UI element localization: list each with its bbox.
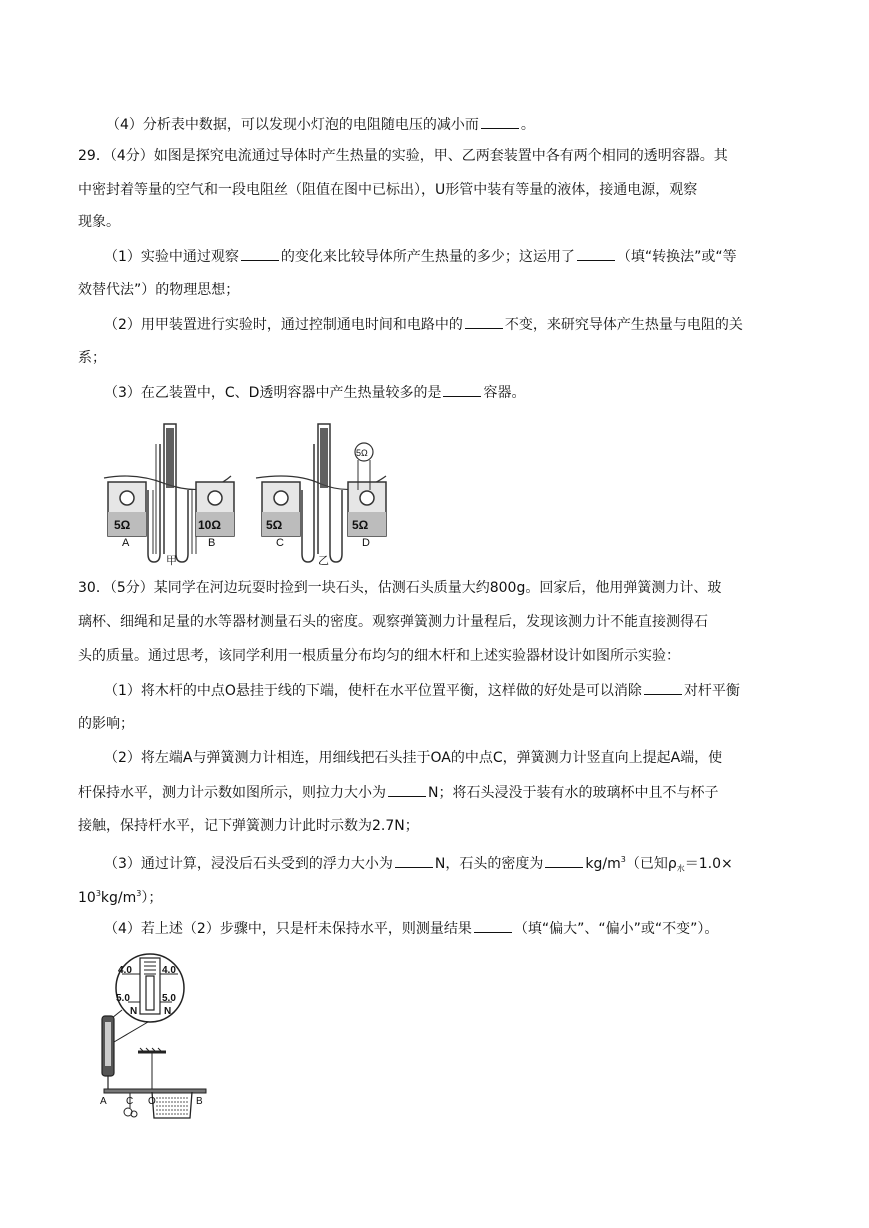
q30-part3-end: ）；: [141, 890, 163, 906]
q29-heading-2: 中密封着等量的空气和一段电阻丝（阻值在图中已标出），U形管中装有等量的液体，接通电源，观察: [78, 182, 698, 198]
point-o-label: O: [148, 1096, 156, 1107]
answer-blank[interactable]: [388, 782, 426, 797]
q30-part4-text-b: （填“偏大”、“偏小”或“不变”）。: [513, 921, 719, 937]
q29-part2-text-b: 不变，来研究导体产生热量与电阻的关: [504, 317, 743, 333]
q30-part4-text-a: （4）若上述（2）步骤中，只是杆未保持水平，则测量结果: [104, 921, 472, 937]
point-c-label: C: [126, 1096, 134, 1107]
q30-part3-line2: [78, 884, 162, 908]
q30-heading-3: 头的质量。通过思考，该同学利用一根质量分布均匀的细木杆和上述实验器材设计如图所示实验：: [78, 648, 680, 664]
answer-blank[interactable]: [545, 853, 583, 868]
scale-mark-bottom-left: 5.0: [116, 993, 130, 1004]
resistor-label-ext: 5Ω: [356, 448, 368, 458]
label-a: A: [122, 537, 130, 549]
resistor-label-c: 5Ω: [266, 518, 283, 532]
q29-part1-line1: [104, 246, 737, 267]
scale-mark-bottom-right: 5.0: [162, 993, 176, 1004]
q30-figure: [92, 952, 212, 1120]
q30-part1-text-b: 对杆平衡: [683, 683, 740, 699]
answer-blank[interactable]: [474, 918, 512, 933]
q29-part3-text-b: 容器。: [483, 385, 526, 401]
q29-part3-text-a: （3）在乙装置中，C、D透明容器中产生热量较多的是: [104, 385, 442, 401]
q30-part2-text-b: N；将石头浸没于装有水的玻璃杯中且不与杯子: [428, 785, 719, 801]
unit-kg-m-2: kg/m: [100, 890, 137, 906]
q29-part1-text-b: 的变化来比较导体所产生热量的多少；这运用了: [280, 249, 575, 265]
answer-blank[interactable]: [465, 314, 503, 329]
q29-heading-3: 现象。: [78, 214, 120, 230]
q30-part3-line1: [104, 850, 733, 879]
q28-part4: [106, 114, 535, 135]
resistor-label-d: 5Ω: [352, 518, 369, 532]
q29-part3: [104, 382, 525, 403]
point-a-label: A: [100, 1096, 107, 1107]
resistor-label-a: 5Ω: [114, 518, 131, 532]
q29-part2-line2: 系；: [78, 350, 106, 366]
q30-part3-text-a: （3）通过计算，浸没后石头受到的浮力大小为: [104, 856, 393, 872]
q30-heading-2: 璃杯、细绳和足量的水等器材测量石头的密度。观察弹簧测力计量程后，发现该测力计不能直接测得石: [78, 614, 708, 630]
q30-part2-line3: 接触，保持杆水平，记下弹簧测力计此时示数为2.7N；: [78, 818, 419, 834]
scale-mark-top-right: 4.0: [162, 965, 176, 976]
scale-mark-top-left: 4.0: [118, 965, 132, 976]
power-exponent: 3: [95, 889, 101, 898]
q28-part4-text: （4）分析表中数据，可以发现小灯泡的电阻随电压的减小而: [106, 117, 479, 133]
resistor-label-b: 10Ω: [198, 518, 221, 532]
label-d: D: [362, 537, 370, 549]
q29-part1-text-a: （1）实验中通过观察: [104, 249, 239, 265]
q29-figure: [96, 414, 398, 566]
answer-blank[interactable]: [443, 382, 481, 397]
rho-subscript: 水: [676, 864, 685, 873]
q29-part2-line1: [104, 314, 743, 335]
point-b-label: B: [196, 1096, 203, 1107]
q30-part2-line2: [78, 782, 718, 803]
q30-part2-text-a: 杆保持水平，测力计示数如图所示，则拉力大小为: [78, 785, 386, 801]
unit-exponent-2: 3: [136, 889, 142, 898]
q30-heading-1: 30．（5分）某同学在河边玩耍时捡到一块石头，估测石头质量大约800g。回家后，他用弹簧测力计、玻: [78, 580, 722, 596]
answer-blank[interactable]: [481, 114, 519, 129]
q30-part1-line1: [104, 680, 740, 701]
q30-part3-text-b: N，石头的密度为: [434, 856, 544, 872]
q29-part1-text-c: （填“转换法”或“等: [616, 249, 737, 265]
answer-blank[interactable]: [395, 853, 433, 868]
label-yi: 乙: [318, 555, 329, 566]
q30-part4: [104, 918, 718, 939]
q28-part4-tail: 。: [520, 117, 535, 133]
power-base: 10: [78, 890, 96, 906]
q30-part2-line1: （2）将左端A与弹簧测力计相连，用细线把石头挂于OA的中点C，弹簧测力计竖直向上提起A端，使: [104, 750, 723, 766]
q30-part1-text-a: （1）将木杆的中点O悬挂于线的下端，使杆在水平位置平衡，这样做的好处是可以消除: [104, 683, 642, 699]
q30-part1-line2: 的影响；: [78, 716, 134, 732]
q30-part3-given-value: ＝1.0×: [684, 856, 733, 872]
answer-blank[interactable]: [644, 680, 682, 695]
unit-right: N: [164, 1006, 172, 1017]
lever-rod: [104, 1089, 206, 1093]
unit-kg-m: kg/m: [585, 856, 621, 872]
q30-part3-given: （已知ρ: [625, 856, 677, 872]
label-b: B: [208, 537, 216, 549]
q29-part2-text-a: （2）用甲装置进行实验时，通过控制通电时间和电路中的: [104, 317, 463, 333]
q29-part1-line2: 效替代法”）的物理思想；: [78, 282, 240, 298]
unit-exponent: 3: [620, 855, 626, 864]
label-c: C: [276, 537, 284, 549]
unit-left: N: [130, 1006, 138, 1017]
answer-blank[interactable]: [241, 246, 279, 261]
label-jia: 甲: [166, 555, 177, 566]
q29-heading-1: 29．（4分）如图是探究电流通过导体时产生热量的实验，甲、乙两套装置中各有两个相同的透明容器。其: [78, 148, 728, 164]
answer-blank[interactable]: [577, 246, 615, 261]
